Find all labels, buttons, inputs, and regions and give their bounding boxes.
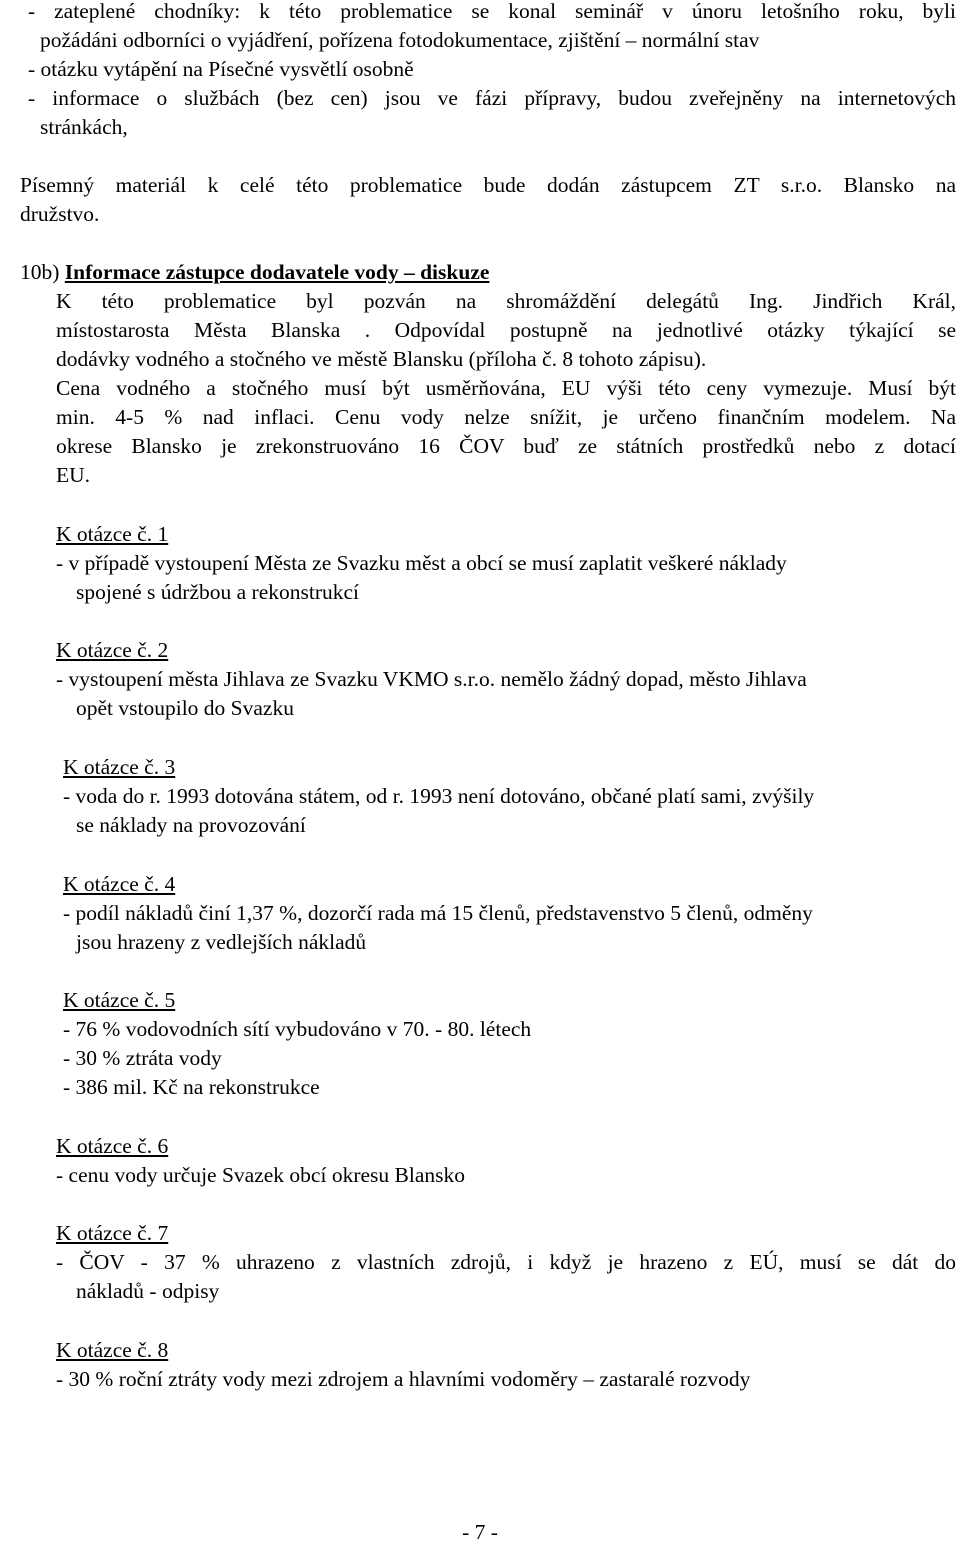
question-6-answer: - cenu vody určuje Svazek obcí okresu Blansko bbox=[56, 1163, 465, 1187]
question-5-answer-2: - 30 % ztráta vody bbox=[63, 1046, 222, 1070]
question-8-heading: K otázce č. 8 bbox=[56, 1338, 169, 1362]
question-5-heading: K otázce č. 5 bbox=[63, 988, 176, 1012]
question-4-answer-cont: jsou hrazeny z vedlejších nákladů bbox=[76, 930, 367, 954]
question-7-answer-cont: nákladů - odpisy bbox=[76, 1279, 220, 1303]
page-number: - 7 - bbox=[462, 1520, 498, 1544]
section-title: Informace zástupce dodavatele vody – diskuze bbox=[64, 260, 490, 284]
section-para-1-line-1: K této problematice byl pozván na shromáždění delegátů Ing. Jindřich Král, bbox=[56, 289, 956, 313]
question-2-heading: K otázce č. 2 bbox=[56, 638, 169, 662]
written-material-line-1: Písemný materiál k celé této problematice bude dodán zástupcem ZT s.r.o. Blansko na bbox=[20, 173, 956, 197]
question-4-answer: - podíl nákladů činí 1,37 %, dozorčí rada má 15 členů, představenstvo 5 členů, odměny bbox=[63, 901, 813, 925]
question-1-answer: - v případě vystoupení Města ze Svazku měst a obcí se musí zaplatit veškeré náklady bbox=[56, 551, 787, 575]
question-5-answer-1: - 76 % vodovodních sítí vybudováno v 70. - 80. létech bbox=[63, 1017, 532, 1041]
question-1-answer-cont: spojené s údržbou a rekonstrukcí bbox=[76, 580, 360, 604]
intro-item-3-line-2: stránkách, bbox=[40, 115, 128, 139]
question-1-heading: K otázce č. 1 bbox=[56, 522, 169, 546]
intro-item-2: - otázku vytápění na Písečné vysvětlí osobně bbox=[28, 57, 414, 81]
written-material-line-2: družstvo. bbox=[20, 202, 100, 226]
question-2-answer-cont: opět vstoupilo do Svazku bbox=[76, 696, 294, 720]
section-heading bbox=[20, 258, 489, 287]
question-7-heading: K otázce č. 7 bbox=[56, 1221, 169, 1245]
question-8-answer: - 30 % roční ztráty vody mezi zdrojem a hlavními vodoměry – zastaralé rozvody bbox=[56, 1367, 751, 1391]
section-para-1-line-2: místostarosta Města Blanska . Odpovídal postupně na jednotlivé otázky týkající se bbox=[56, 318, 956, 342]
section-para-2-line-3: okrese Blansko je zrekonstruováno 16 ČOV buď ze státních prostředků nebo z dotací bbox=[56, 434, 956, 458]
intro-item-1-line-1: - zateplené chodníky: k této problematice se konal seminář v únoru letošního roku, byli bbox=[28, 0, 956, 23]
section-para-2-line-1: Cena vodného a stočného musí být usměrňována, EU výši této ceny vymezuje. Musí být bbox=[56, 376, 956, 400]
intro-item-1-line-2: požádáni odborníci o vyjádření, pořízena fotodokumentace, zjištění – normální stav bbox=[40, 28, 760, 52]
question-3-heading: K otázce č. 3 bbox=[63, 755, 176, 779]
section-para-1-line-3: dodávky vodného a stočného ve městě Blansku (příloha č. 8 tohoto zápisu). bbox=[56, 347, 707, 371]
question-6-heading: K otázce č. 6 bbox=[56, 1134, 169, 1158]
question-4-heading: K otázce č. 4 bbox=[63, 872, 176, 896]
intro-item-3-line-1: - informace o službách (bez cen) jsou ve fázi přípravy, budou zveřejněny na internetových bbox=[28, 86, 956, 110]
section-para-2-line-2: min. 4-5 % nad inflaci. Cenu vody nelze snížit, je určeno finančním modelem. Na bbox=[56, 405, 956, 429]
question-2-answer: - vystoupení města Jihlava ze Svazku VKMO s.r.o. nemělo žádný dopad, město Jihlava bbox=[56, 667, 807, 691]
section-number: 10b) bbox=[20, 260, 60, 284]
question-3-answer: - voda do r. 1993 dotována státem, od r. 1993 není dotováno, občané platí sami, zvýšily bbox=[63, 784, 815, 808]
question-3-answer-cont: se náklady na provozování bbox=[76, 813, 306, 837]
question-5-answer-3: - 386 mil. Kč na rekonstrukce bbox=[63, 1075, 320, 1099]
question-7-answer: - ČOV - 37 % uhrazeno z vlastních zdrojů, i když je hrazeno z EÚ, musí se dát do bbox=[56, 1250, 956, 1274]
section-para-2-line-4: EU. bbox=[56, 463, 91, 487]
